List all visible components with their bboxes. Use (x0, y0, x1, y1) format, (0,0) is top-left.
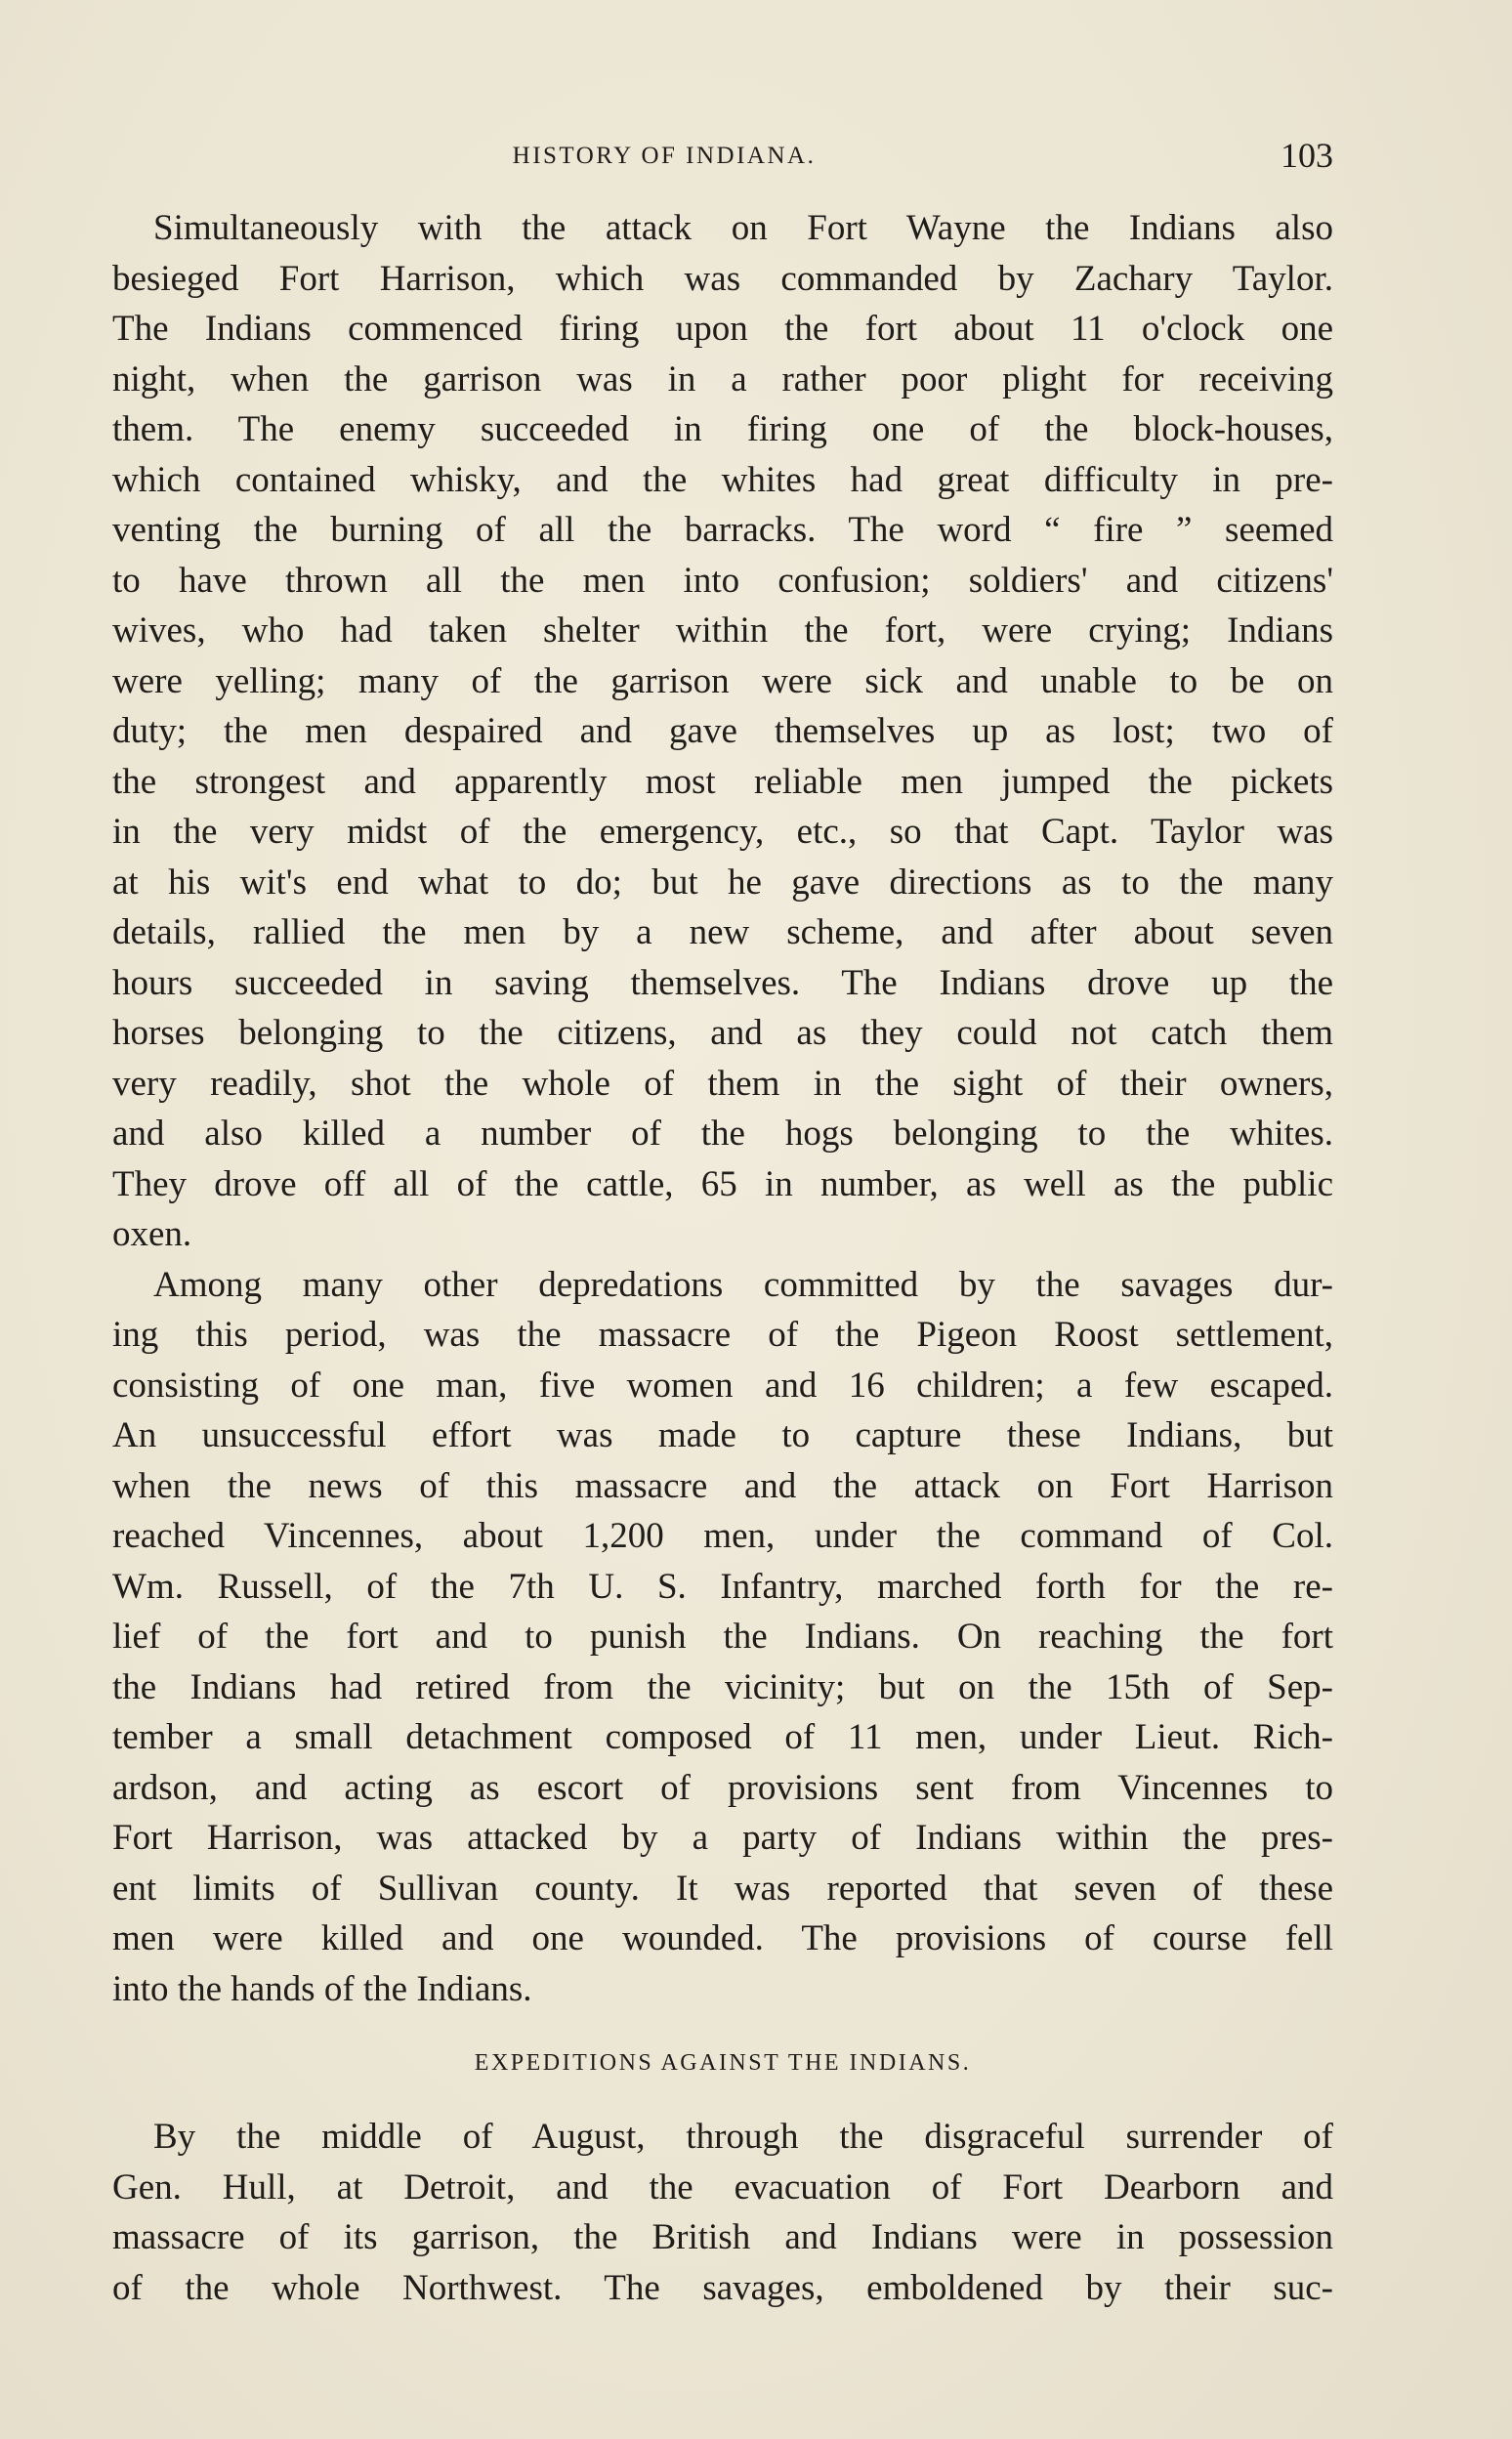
text-line: ent limits of Sullivan county. It was reported that seven of these (112, 1868, 1333, 1909)
text-line: horses belonging to the citizens, and as they could not catch them (112, 1013, 1333, 1053)
text-line: wives, who had taken shelter within the fort, were crying; Indians (112, 610, 1333, 651)
text-line: Fort Harrison, was attacked by a party of Indians within the pres- (112, 1818, 1333, 1858)
text-line: They drove off all of the cattle, 65 in number, as well as the public (112, 1163, 1333, 1204)
text-line: and also killed a number of the hogs belonging to the whites. (112, 1114, 1333, 1154)
text-line: when the news of this massacre and the attack on Fort Harrison (112, 1465, 1333, 1506)
text-line: men were killed and one wounded. The provisions of course fell (112, 1918, 1333, 1958)
text-line: which contained whisky, and the whites had great difficulty in pre- (112, 459, 1333, 500)
text-line: ardson, and acting as escort of provisions sent from Vincennes to (112, 1767, 1333, 1808)
text-line: ing this period, was the massacre of the Pigeon Roost settlement, (112, 1315, 1333, 1355)
page-number: 103 (1281, 136, 1333, 175)
text-line: Wm. Russell, of the 7th U. S. Infantry, marched forth for the re- (112, 1566, 1333, 1607)
paragraph-fort-harrison (112, 203, 1333, 1260)
running-title: HISTORY OF INDIANA. (512, 143, 817, 169)
text-line: night, when the garrison was in a rather poor plight for receiving (112, 358, 1333, 399)
text-line: By the middle of August, through the disgraceful surrender of (153, 2117, 1333, 2157)
text-line: besieged Fort Harrison, which was commanded by Zachary Taylor. (112, 258, 1333, 299)
running-head (112, 135, 1333, 174)
text-line: consisting of one man, five women and 16 children; a few escaped. (112, 1365, 1333, 1406)
text-line: at his wit's end what to do; but he gave directions as to the many (112, 862, 1333, 903)
text-line: them. The enemy succeeded in firing one of the block-houses, (112, 409, 1333, 449)
text-line: of the whole Northwest. The savages, emboldened by their suc- (112, 2267, 1333, 2308)
text-line: very readily, shot the whole of them in the sight of their owners, (112, 1063, 1333, 1104)
text-line: were yelling; many of the garrison were sick and unable to be on (112, 660, 1333, 701)
text-line: details, rallied the men by a new scheme, and after about seven (112, 912, 1333, 952)
text-line: the strongest and apparently most reliable men jumped the pickets (112, 761, 1333, 802)
text-line: tember a small detachment composed of 11 men, under Lieut. Rich- (112, 1717, 1333, 1757)
text-line: in the very midst of the emergency, etc., so that Capt. Taylor was (112, 812, 1333, 852)
text-line: Gen. Hull, at Detroit, and the evacuation of Fort Dearborn and (112, 2166, 1333, 2208)
text-line: An unsuccessful effort was made to capture these Indians, but (112, 1415, 1333, 1455)
text-line: venting the burning of all the barracks. The word “ fire ” seemed (112, 510, 1333, 550)
text-line: Simultaneously with the attack on Fort Wayne the Indians also (153, 208, 1333, 248)
text-line: Among many other depredations committed by the savages dur- (153, 1264, 1333, 1305)
section-heading: EXPEDITIONS AGAINST THE INDIANS. (474, 2050, 972, 2076)
text-line: massacre of its garrison, the British and Indians were in possession (112, 2217, 1333, 2257)
text-line: the Indians had retired from the vicinity; but on the 15th of Sep- (112, 1666, 1333, 1707)
text-line: oxen. (112, 1214, 192, 1254)
paragraph-expeditions (112, 2112, 1333, 2313)
text-line: lief of the fort and to punish the Indians. On reaching the fort (112, 1617, 1333, 1657)
text-line: The Indians commenced firing upon the fort about 11 o'clock one (112, 309, 1333, 349)
paragraph-pigeon-roost (112, 1260, 1333, 2015)
text-line: into the hands of the Indians. (112, 1968, 532, 2009)
text-line: reached Vincennes, about 1,200 men, under the command of Col. (112, 1516, 1333, 1556)
text-line: hours succeeded in saving themselves. The Indians drove up the (112, 962, 1333, 1003)
text-line: to have thrown all the men into confusion; soldiers' and citizens' (112, 560, 1333, 601)
body-text (112, 203, 1333, 2313)
text-line: duty; the men despaired and gave themselves up as lost; two of (112, 711, 1333, 751)
